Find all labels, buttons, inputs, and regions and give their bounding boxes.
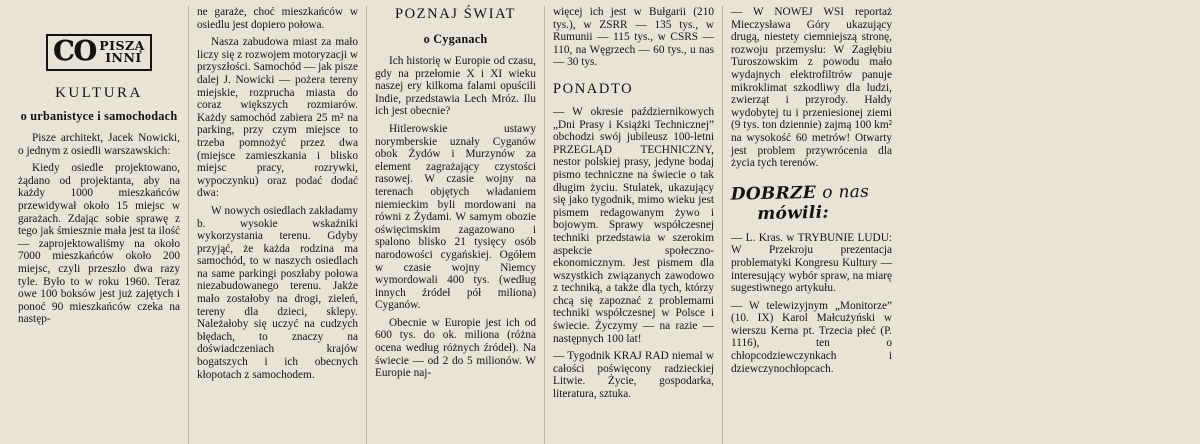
column-2 (188, 6, 366, 444)
logo-box (46, 34, 152, 71)
subtitle-o-cyganach: o Cyganach (423, 32, 488, 46)
paragraph: W nowych osiedlach zakładamy b. wysokie wskaźniki wykorzystania terenu. Gdyby przyjąć, że każda rodzina ma samochód, to w naszych osiedlach na same parkingi poszłaby połowa niezabudowanego terenu. Jakże mało zostałoby na drogi, zieleń, tereny dla dzieci, sklepy. Należałoby się uczyć na cudzych błędach, to znaczy na doświadczeniach krajów bogatszych i ich obecnych kłopotach z samochodem. (197, 204, 358, 381)
paragraph: — L. Kras. w TRYBUNIE LUDU: W Przekroju prezentacja problematyki Kongresu Kultury — interesujący wybór spraw, na miarę sugestiwnego artykułu. (731, 231, 892, 295)
paragraph: — W okresie październikowych „Dni Prasy i Książki Technicznej” obchodzi swój jubileusz 100-letni PRZEGLĄD TECHNICZNY, nestor polskiej prasy, jedyne bodaj pismo techniczne na świecie o tak długim życiu. Stulatek, ukazujący się jako tygodnik, mimo wieku jest pismem redagowanym żywo i bojowym. Sprawy współczesnej techniki przedstawia w szerokim aspekcie społeczno-ekonomicznym. Jest pismem dla wszystkich związanych zawodowo z techniką, a także dla tych, którzy chcą się zapoznać z problemami techniki współczesnej w Polsce i świecie. Życzymy — na razie — następnych 100 lat! (553, 105, 714, 345)
logo-co-text: CO (53, 36, 97, 67)
column-3 (366, 6, 544, 444)
script-heading-line1-bold: DOBRZE (730, 182, 817, 205)
paragraph: Nasza zabudowa miast za mało liczy się z rozwojem motoryzacji w przyszłości. Samochód — jak pisze dalej J. Nowicki — pożera tereny miejskie, rozprucha miasta do coraz większych rozmiarów. Każdy samochód zabiera 25 m² na parking, przy czym miejsce to trzeba pomnożyć przez dwa (miejsce zamieszkania i blisko miejsc pracy, rozrywki, wypoczynku) oraz podać dodać dwa: (197, 36, 358, 200)
paragraph: Ich historię w Europie od czasu, gdy na przełomie X i XI wieku naszej ery kilkoma falami opuścili Indie, przedstawia Lech Mróz. Ilu ich jest obecnie? (375, 55, 536, 118)
section-title-kultura: KULTURA (55, 85, 143, 101)
logo-inni-text: INNI (105, 50, 142, 65)
section-title-poznaj-swiat: POZNAJ ŚWIAT (394, 6, 517, 22)
paragraph: — Tygodnik KRAJ RAD niemal w całości poświęcony radzieckiej Litwie. Życie, gospodarka, literatura, sztuka. (553, 350, 714, 401)
paragraph: — W telewizyjnym „Monitorze” (10. IX) Karol Małcużyński w wierszu Kerna pt. Trzecia płeć (P. 1116), ten o chłopcodziewczynkach i dziewczynochłopcach. (731, 299, 892, 375)
subtitle-urbanistyka: o urbanistyce i samochodach (20, 109, 178, 123)
masthead-logo (18, 34, 180, 71)
paragraph: Obecnie w Europie jest ich od 600 tys. do ok. miliona (różna ocena według różnych źródeł). Na świecie — od 2 do 5 milionów. W Europie naj- (375, 316, 536, 380)
column-5 (722, 6, 900, 444)
paragraph: więcej ich jest w Bułgarii (210 tys.), w ZSRR — 135 tys., w Rumunii — 115 tys., w CSRS — 110, na Węgrzech — 60 tys., u nas — 30 tys. (553, 6, 714, 69)
paragraph: Pisze architekt, Jacek Nowicki, o jednym z osiedli warszawskich: (18, 132, 180, 157)
column-4 (544, 6, 722, 444)
script-heading-dobrze-o-nas-mowili (731, 181, 893, 224)
script-heading-line1-plain: o nas (822, 181, 870, 203)
paragraph: — W NOWEJ WSI reportaż Mieczysława Góry ukazujący drugą, niestety ciemniejszą stronę, rozwoju przemysłu: W Zagłębiu Turoszowskim z powodu mało wydajnych elektrofiltrów panuje mikroklimat szkodliwy dla ludzi, zwierząt i przyrody. Hałdy wydobytej tu i przeniesionej ziemi (9 tys. ton dziennie) zajmą 100 km² na wysokość 60 metrów! Otwarty jest problem przywrócenia dla życia tych terenów. (731, 6, 892, 170)
paragraph: ne garaże, choć mieszkańców w osiedlu jest dopiero połowa. (197, 6, 358, 31)
paragraph: Kiedy osiedle projektowano, żądano od projektanta, aby na każdy 1000 mieszkańców przewidywał około 15 miejsc w garażach. Zdając sobie sprawę z tego jak śmiesznie mała jest ta ilość — zaprojektowaliśmy na około 7000 mieszkańców około 200 miejsc, czyli przeszło dwa razy tyle. Było to w roku 1960. Teraz owe 100 boksów jest już zajętych i ponoć 90 mieszkańców czeka na następ- (18, 162, 180, 326)
paragraph: Hitlerowskie ustawy norymberskie uznały Cyganów obok Żydów i Murzynów za element zagrażający czystości rasowej. W czasie wojny na terenach objętych władaniem niemieckim byli mordowani na równi z Żydami. W samym obozie oświęcimskim zagazowano i spalono blisko 21 tysięcy osób narodowości cygańskiej. Ogółem w czasie wojny Niemcy wymordowali 400 tys. (według innych źródeł pół miliona) Cyganów. (375, 122, 536, 312)
script-heading-line2: mówili: (757, 202, 830, 224)
section-title-ponadto: PONADTO (553, 80, 634, 97)
logo-pisza-text: PISZĄ (99, 38, 145, 53)
column-1 (10, 6, 188, 444)
